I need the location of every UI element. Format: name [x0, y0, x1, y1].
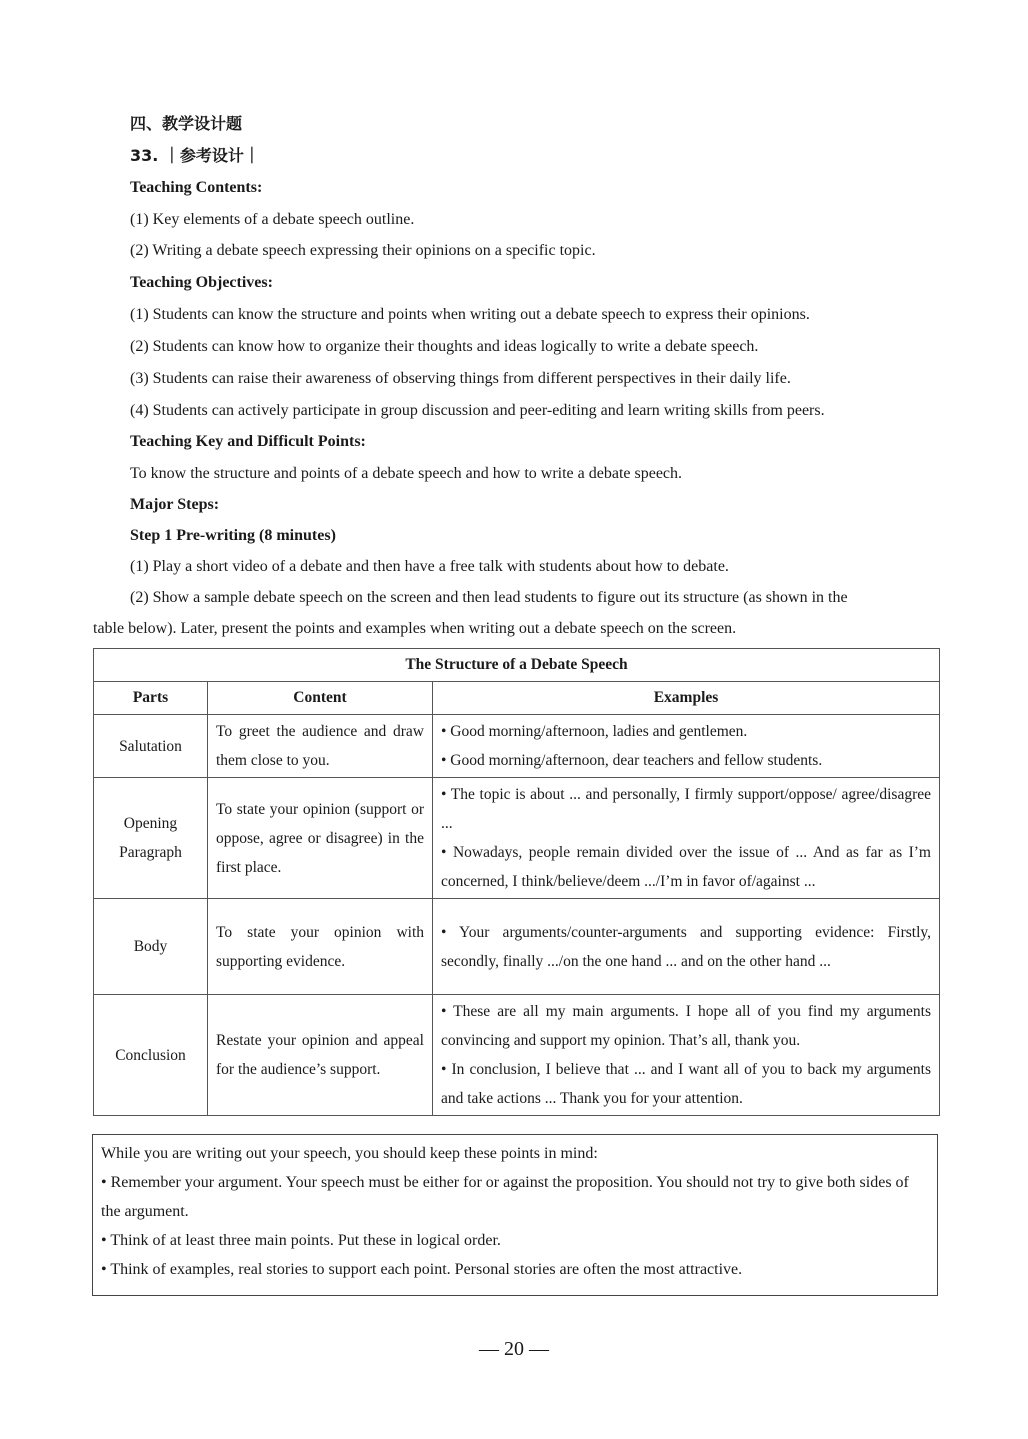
example-item: • The topic is about ... and personally, I firmly support/oppose/ agree/disagree ...	[441, 786, 931, 832]
tip-item: • Remember your argument. Your speech must be either for or against the proposition. You should not try to give both sides of the argument.	[101, 1174, 909, 1220]
step1-item: (1) Play a short video of a debate and then have a free talk with students about how to debate.	[130, 558, 729, 575]
part-cell: Opening Paragraph	[94, 778, 208, 899]
question-number: 33. ｜参考设计｜	[130, 146, 260, 165]
examples-cell	[433, 715, 940, 778]
example-item: • Nowadays, people remain divided over the issue of ... And as far as I’m concerned, I think/believe/deem .../I’m in favor of/against ...	[441, 844, 931, 890]
content-cell: Restate your opinion and appeal for the audience’s support.	[208, 995, 433, 1116]
table-row	[94, 995, 940, 1116]
header-parts: Parts	[94, 682, 208, 715]
key-points-text: To know the structure and points of a debate speech and how to write a debate speech.	[130, 465, 683, 482]
header-examples: Examples	[433, 682, 940, 715]
step1-item: (2) Show a sample debate speech on the screen and then lead students to figure out its structure (as shown in the	[130, 589, 848, 606]
examples-cell	[433, 778, 940, 899]
table-header-row	[94, 682, 940, 715]
teaching-objective-item: (2) Students can know how to organize their thoughts and ideas logically to write a debate speech.	[130, 338, 759, 355]
content-cell: To state your opinion with supporting evidence.	[208, 899, 433, 995]
teaching-content-item: (2) Writing a debate speech expressing their opinions on a specific topic.	[130, 242, 596, 259]
teaching-objective-item: (3) Students can raise their awareness of observing things from different perspectives in their daily life.	[130, 370, 791, 387]
table-row	[94, 778, 940, 899]
example-item: • Good morning/afternoon, dear teachers and fellow students.	[441, 752, 823, 769]
part-cell: Salutation	[94, 715, 208, 778]
tip-item: • Think of at least three main points. Put these in logical order.	[101, 1232, 501, 1249]
example-item: • In conclusion, I believe that ... and I want all of you to back my arguments and take actions ... Thank you for your attention.	[441, 1061, 931, 1107]
content-cell: To state your opinion (support or oppose, agree or disagree) in the first place.	[208, 778, 433, 899]
step1-title: Step 1 Pre-writing (8 minutes)	[130, 527, 336, 544]
example-item: • Good morning/afternoon, ladies and gentlemen.	[441, 723, 748, 740]
part-cell: Conclusion	[94, 995, 208, 1116]
table-row	[94, 899, 940, 995]
header-content: Content	[208, 682, 433, 715]
examples-cell	[433, 995, 940, 1116]
tip-item: • Think of examples, real stories to support each point. Personal stories are often the most attractive.	[101, 1261, 743, 1278]
teaching-content-item: (1) Key elements of a debate speech outline.	[130, 211, 415, 228]
table-caption: The Structure of a Debate Speech	[94, 649, 940, 682]
major-steps-title: Major Steps:	[130, 496, 220, 513]
section-heading: 四、教学设计题	[130, 114, 243, 133]
page-number: — 20 —	[479, 1338, 549, 1360]
examples-cell	[433, 899, 940, 995]
part-cell: Body	[94, 899, 208, 995]
tips-intro: While you are writing out your speech, you should keep these points in mind:	[101, 1145, 598, 1162]
teaching-contents-title: Teaching Contents:	[130, 179, 263, 196]
debate-structure-table	[93, 648, 940, 1116]
table-row	[94, 715, 940, 778]
example-item: • Your arguments/counter-arguments and supporting evidence: Firstly, secondly, finally .../on the one hand ... and on the other hand ...	[441, 923, 931, 970]
teaching-objective-item: (1) Students can know the structure and points when writing out a debate speech to express their opinions.	[130, 306, 810, 323]
content-cell: To greet the audience and draw them close to you.	[208, 715, 433, 778]
writing-tips-box	[92, 1134, 938, 1296]
teaching-objective-item: (4) Students can actively participate in group discussion and peer-editing and learn writing skills from peers.	[130, 402, 825, 419]
teaching-objectives-title: Teaching Objectives:	[130, 274, 273, 291]
example-item: • These are all my main arguments. I hope all of you find my arguments convincing and support my opinion. That’s all, thank you.	[441, 1003, 931, 1049]
key-points-title: Teaching Key and Difficult Points:	[130, 433, 366, 450]
step1-item-continued: table below). Later, present the points and examples when writing out a debate speech on the screen.	[93, 620, 737, 637]
